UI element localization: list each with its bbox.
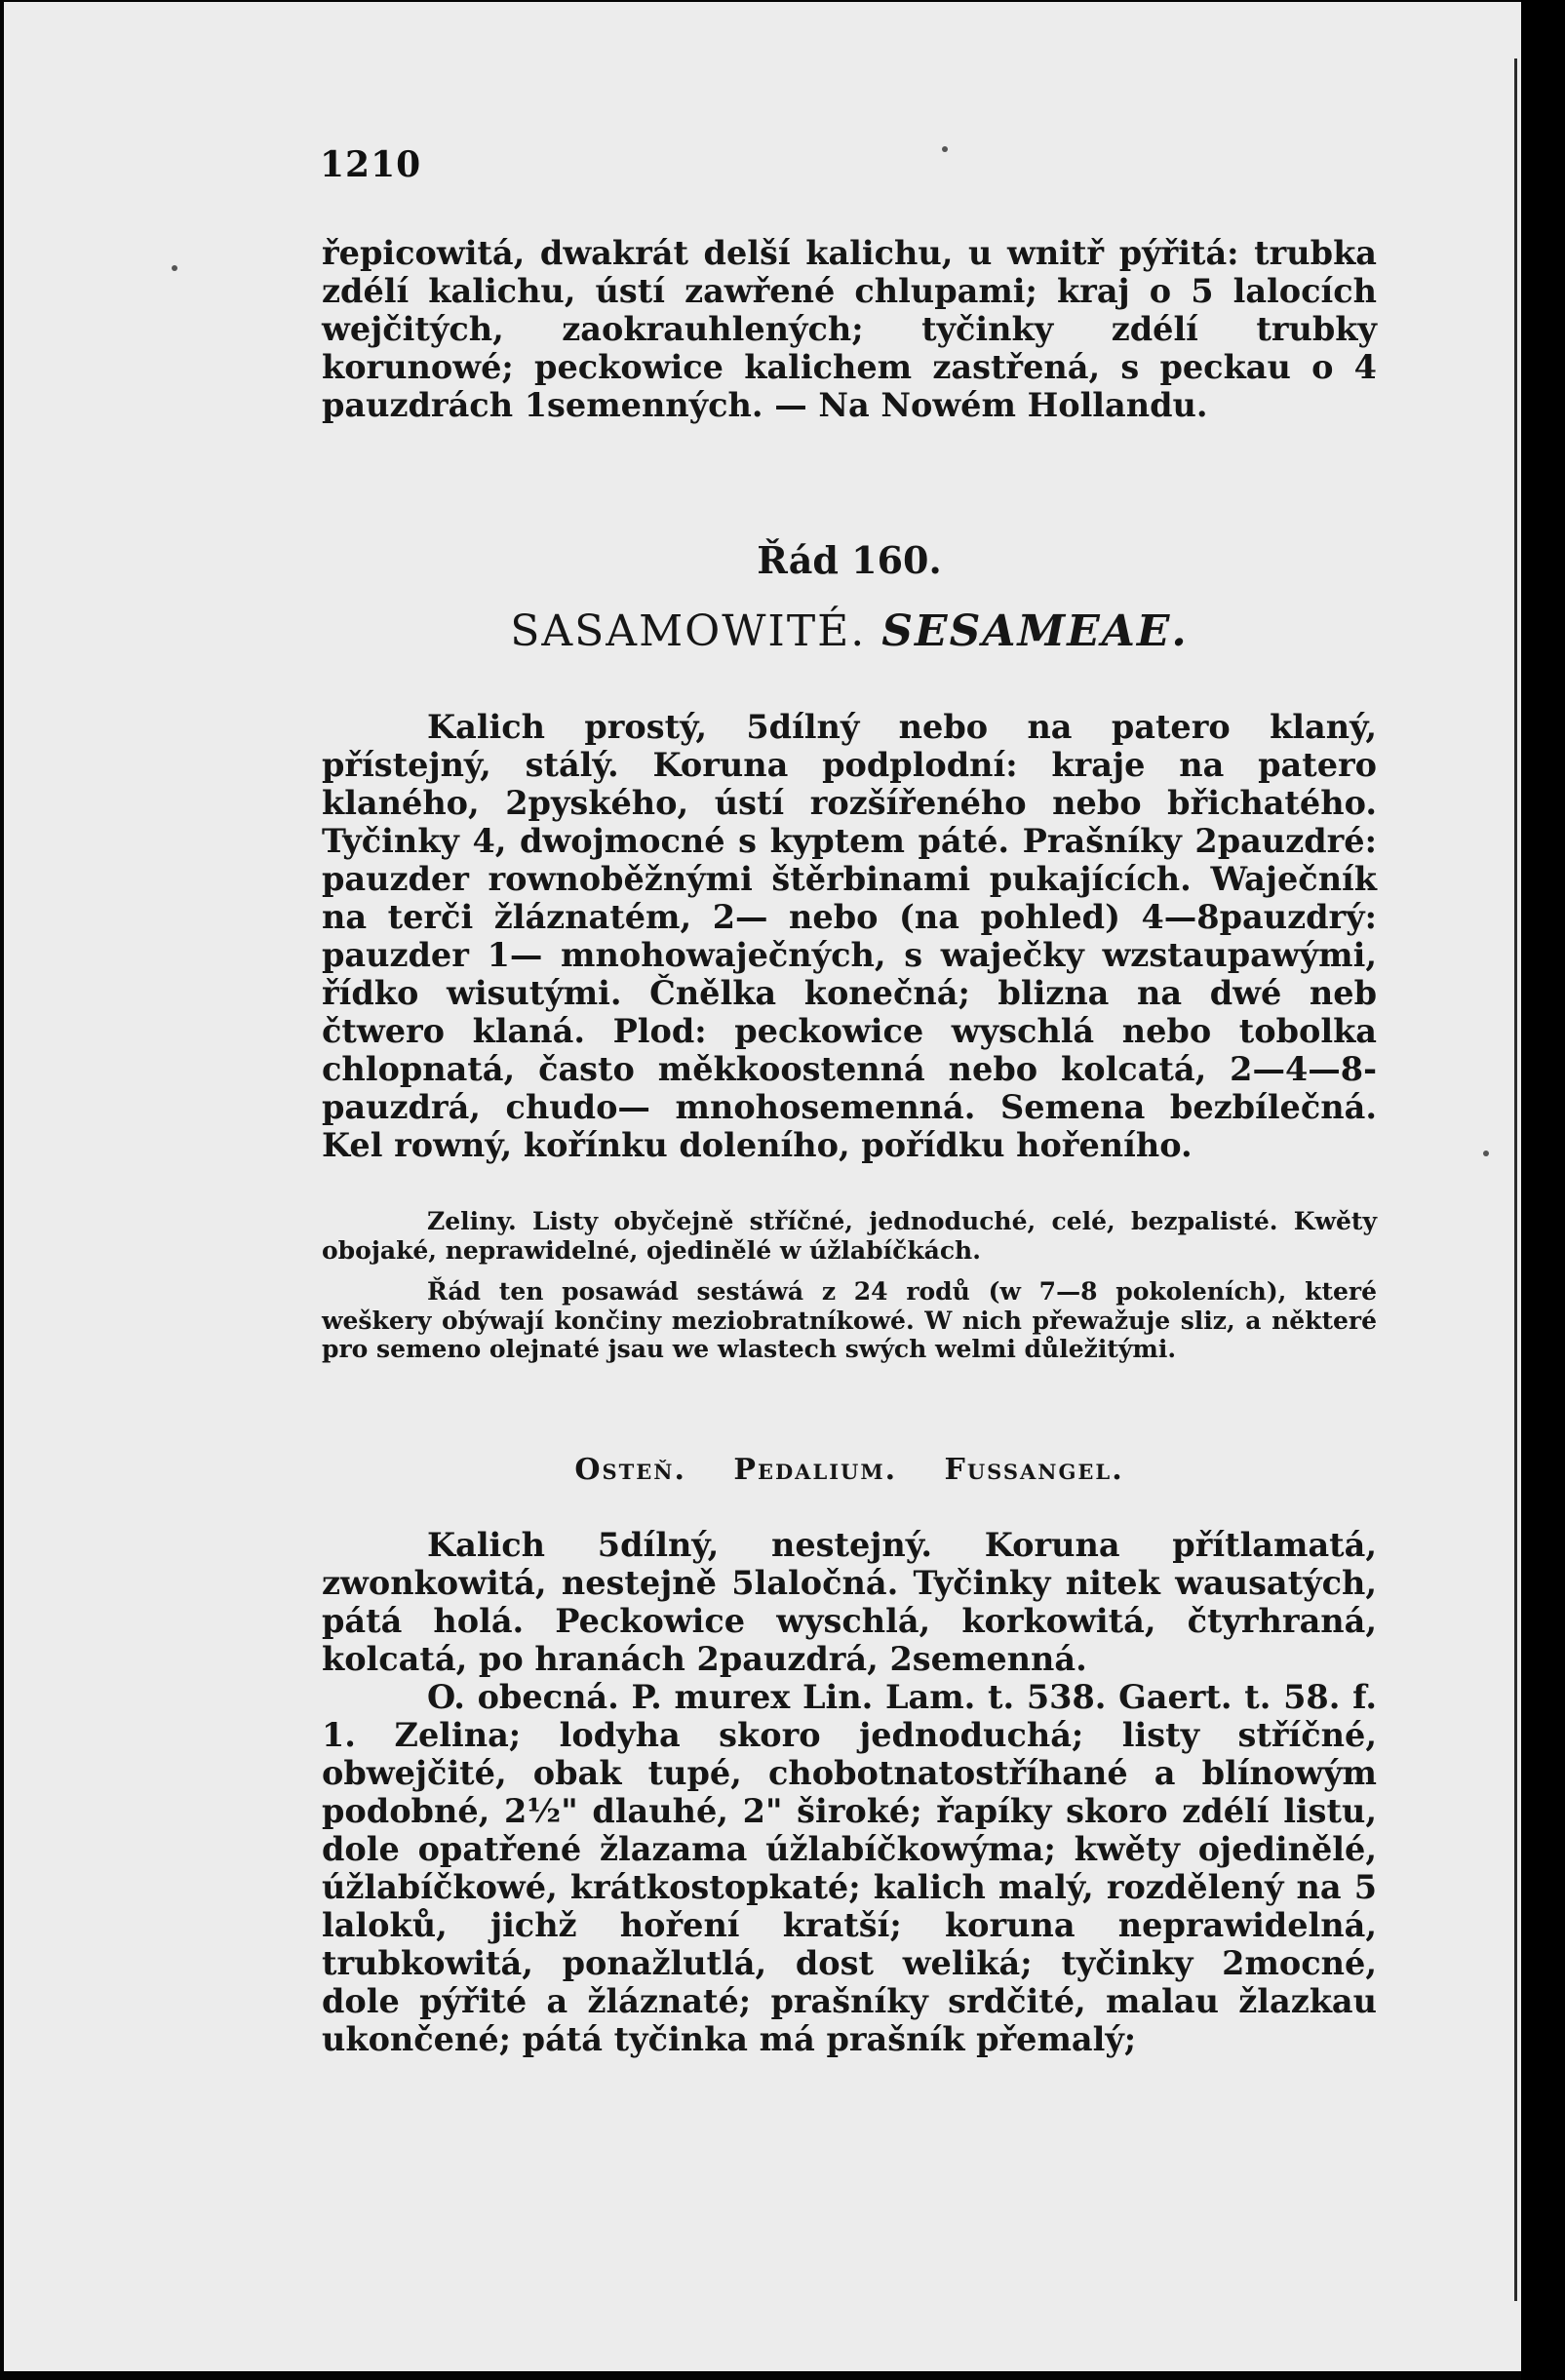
genus-heading: [322, 1453, 1377, 1487]
order-number: Řád 160.: [757, 538, 942, 582]
genus-german: Fussangel.: [944, 1453, 1124, 1487]
family-latin: SESAMEAE.: [881, 606, 1189, 656]
speck: [1483, 1151, 1489, 1156]
intro-paragraph: řepicowitá, dwakrát delší kalichu, u wnitř pýřitá: trubka zdélí kalichu, ústí zawřené chlupami; kraj o 5 lalocích wejčitých, zaokrauhlených; tyčinky zdélí trubky korunowé; peckowice kalichem zastřená, s peckau o 4 pauzdrách 1semenných. — Na Nowém Hollandu.: [322, 234, 1377, 424]
genus-latin: Pedalium.: [733, 1453, 898, 1487]
speck: [172, 265, 177, 271]
order-note-1: Zeliny. Listy obyčejně stříčné, jednoduché, celé, bezpalisté. Kwěty obojaké, neprawidelné, ojedinělé w úžlabíčkách.: [322, 1207, 1377, 1265]
order-description: Kalich prostý, 5dílný nebo na patero klaný, přístejný, stálý. Koruna podplodní: kraje na patero klaného, 2pyského, ústí rozšířeného nebo břichatého. Tyčinky 4, dwojmocné s kyptem páté. Prašníky 2pauzdré: pauzder rownoběžnými štěrbinami pukajících. Waječník na terči žláznatém, 2— nebo (na pohled) 4—8pauzdrý: pauzder 1— mnohowaječných, s waječky wzstaupawými, řídko wisutými. Čnělka konečná; blizna na dwé neb čtwero klaná. Plod: peckowice wyschlá nebo tobolka chlopnatá, často měkkoostenná nebo kolcatá, 2—4—8-pauzdrá, chudo— mnohosemenná. Semena bezbílečná. Kel rowný, kořínku doleního, pořídku hořeního.: [322, 708, 1377, 1164]
family-czech: SASAMOWITÉ.: [510, 606, 867, 656]
speck: [942, 146, 948, 152]
genus-czech: Osteň.: [574, 1453, 686, 1487]
family-title: [322, 606, 1377, 656]
book-spine: [1521, 0, 1565, 2380]
page-number: 1210: [320, 144, 422, 185]
genus-description: Kalich 5dílný, nestejný. Koruna přítlamatá, zwonkowitá, nestejně 5laločná. Tyčinky nitek wausatých, pátá holá. Peckowice wyschlá, korkowitá, čtyrhraná, kolcatá, po hranách 2pauzdrá, 2semenná.: [322, 1526, 1377, 1678]
page-edge-shadow: [1514, 59, 1517, 2301]
order-note-2: Řád ten posawád sestáwá z 24 rodů (w 7—8 pokoleních), které weškery obýwají končiny meziobratníkowé. W nich přewažuje sliz, a některé pro semeno olejnaté jsau we wlastech swých welmi důležitými.: [322, 1277, 1377, 1363]
species-description: O. obecná. P. murex Lin. Lam. t. 538. Gaert. t. 58. f. 1. Zelina; lodyha skoro jednoduchá; listy stříčné, obwejčité, obak tupé, chobotnatostříhané a blínowým podobné, 2½" dlauhé, 2" široké; řapíky skoro zdélí listu, dole opatřené žlazama úžlabíčkowýma; kwěty ojedinělé, úžlabíčkowé, krátkostopkaté; kalich malý, rozdělený na 5 laloků, jichž hoření kratší; koruna neprawidelná, trubkowitá, ponažlutlá, dost weliká; tyčinky 2mocné, dole pýřité a žláznaté; prašníky srdčité, malau žlazkau ukončené; pátá tyčinka má prašník přemalý;: [322, 1678, 1377, 2058]
